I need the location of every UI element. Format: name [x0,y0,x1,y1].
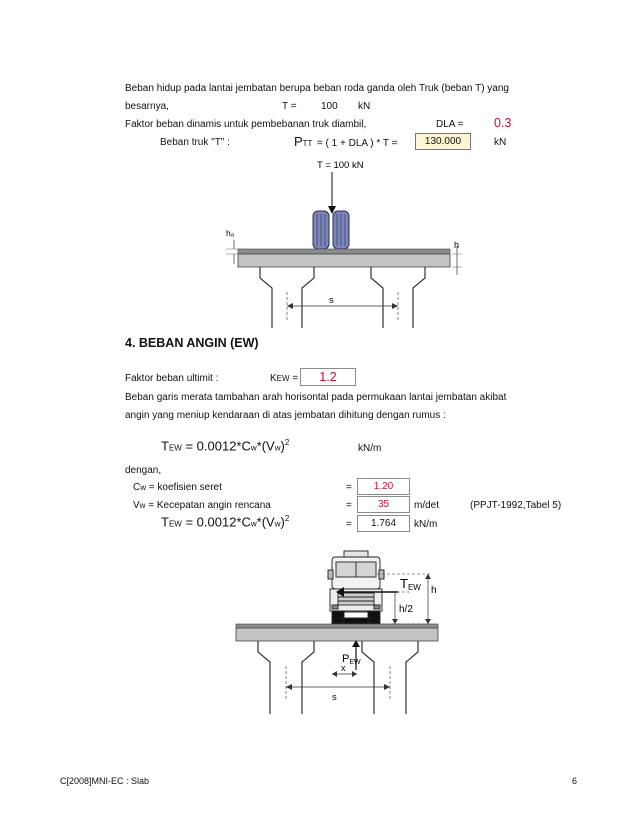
vw2-subscript: w [274,519,281,529]
tew2-part-b: *(V [256,514,275,530]
live-load-line2-label: besarnya, [125,101,169,112]
cw-c: C [133,482,141,493]
cw-subscript: w [250,443,257,453]
ha-label: hₐ [226,228,234,238]
vw-description: = Kecepatan angin rencana [148,500,271,511]
wind-desc-line2: angin yang meniup kendaraan di atas jembatan dihitung dengan rumus : [125,410,446,421]
page-number: 6 [572,776,578,786]
twin-wheels [313,211,349,249]
vw-reference: (PPJT-1992,Tabel 5) [470,500,562,511]
vw-v: V [133,500,140,511]
tew-eq: = [346,519,352,530]
deck-slab-2 [236,628,438,641]
tew-subscript: EW [168,443,182,453]
tew-exponent: 2 [284,438,290,447]
tew-label [400,576,421,592]
cw-sub: w [140,483,147,492]
h-half-label: h/2 [399,604,413,615]
h-label: h [454,240,460,250]
kew-label: Faktor beban ultimit : [125,373,219,384]
vw-unit: m/det [414,500,440,511]
kew-symbol [270,373,298,384]
kew-value-cell: 1.2 [300,368,356,386]
truck-wheel-load-diagram [220,150,465,330]
pew-label-p: P [342,653,350,665]
h-label-2: h [431,585,437,596]
tew-label-sub: EW [407,583,421,592]
load-label: T = 100 kN [317,160,364,171]
asphalt-layer-2 [236,624,438,628]
vw-value-cell: 35 [357,496,410,513]
truck-front-view [328,551,384,624]
tew-value-cell: 1.764 [357,515,410,532]
tew2-subscript: EW [168,519,182,529]
tew-part-b: *(V [256,438,275,454]
tew-formula-2 [161,514,289,529]
tew-part-a: = 0.0012*C [185,438,251,454]
ptt-subscript: TT [302,139,313,148]
vw-subscript: w [274,443,281,453]
tew-part-c: ) [280,438,285,454]
ptt-unit: kN [494,137,507,148]
cw-description: = koefisien seret [148,482,222,493]
tew2-part-c: ) [280,514,285,530]
asphalt-layer [238,249,450,254]
tew-unit-1: kN/m [358,443,382,454]
s-label: s [329,295,334,306]
tew2-exponent: 2 [284,514,290,523]
footer-label: C[2008]MNI-EC : Slab [60,776,150,786]
dengan-label: dengan, [125,465,162,476]
x-label: x [341,663,346,673]
vw-eq: = [346,500,352,511]
t-unit: kN [358,101,371,112]
cw2-subscript: w [250,519,257,529]
wind-load-truck-diagram [232,548,442,736]
ptt-formula [294,133,397,151]
kew-k: K [270,373,277,384]
tew-t: T [161,438,169,454]
wind-desc-line1: Beban garis merata tambahan arah horisontal pada permukaan lantai jembatan akibat [125,392,507,403]
section-heading-wind-load: 4. BEBAN ANGIN (EW) [125,336,259,350]
t-value: 100 [321,101,338,112]
ptt-value-cell: 130.000 [415,133,471,150]
s-label-2: s [332,692,337,703]
cw-eq: = [346,482,352,493]
tew2-t: T [161,514,169,530]
tew-label-t: T [400,576,408,591]
vw-row [133,500,271,511]
truck-load-label: Beban truk "T" : [160,137,230,148]
tew-unit-2: kN/m [414,519,438,530]
dla-eq-label: DLA = [436,119,464,130]
tew-formula-1 [161,438,289,453]
kew-subscript: EW [276,374,290,383]
kew-eq: = [292,373,299,384]
dla-value: 0.3 [494,116,512,130]
ptt-symbol: P [294,134,303,149]
cw-row [133,482,222,493]
live-load-line1: Beban hidup pada lantai jembatan berupa beban roda ganda oleh Truk (beban T) yang [125,83,509,94]
dla-label: Faktor beban dinamis untuk pembebanan truk diambil, [125,119,367,130]
vw-sub: w [139,501,146,510]
cw-value-cell: 1.20 [357,478,410,495]
t-eq-label: T = [282,101,297,112]
pew-label-sub: EW [349,659,361,666]
deck-slab [238,254,450,267]
tew2-part-a: = 0.0012*C [185,514,251,530]
ptt-expression: = ( 1 + DLA ) * T = [316,138,398,149]
